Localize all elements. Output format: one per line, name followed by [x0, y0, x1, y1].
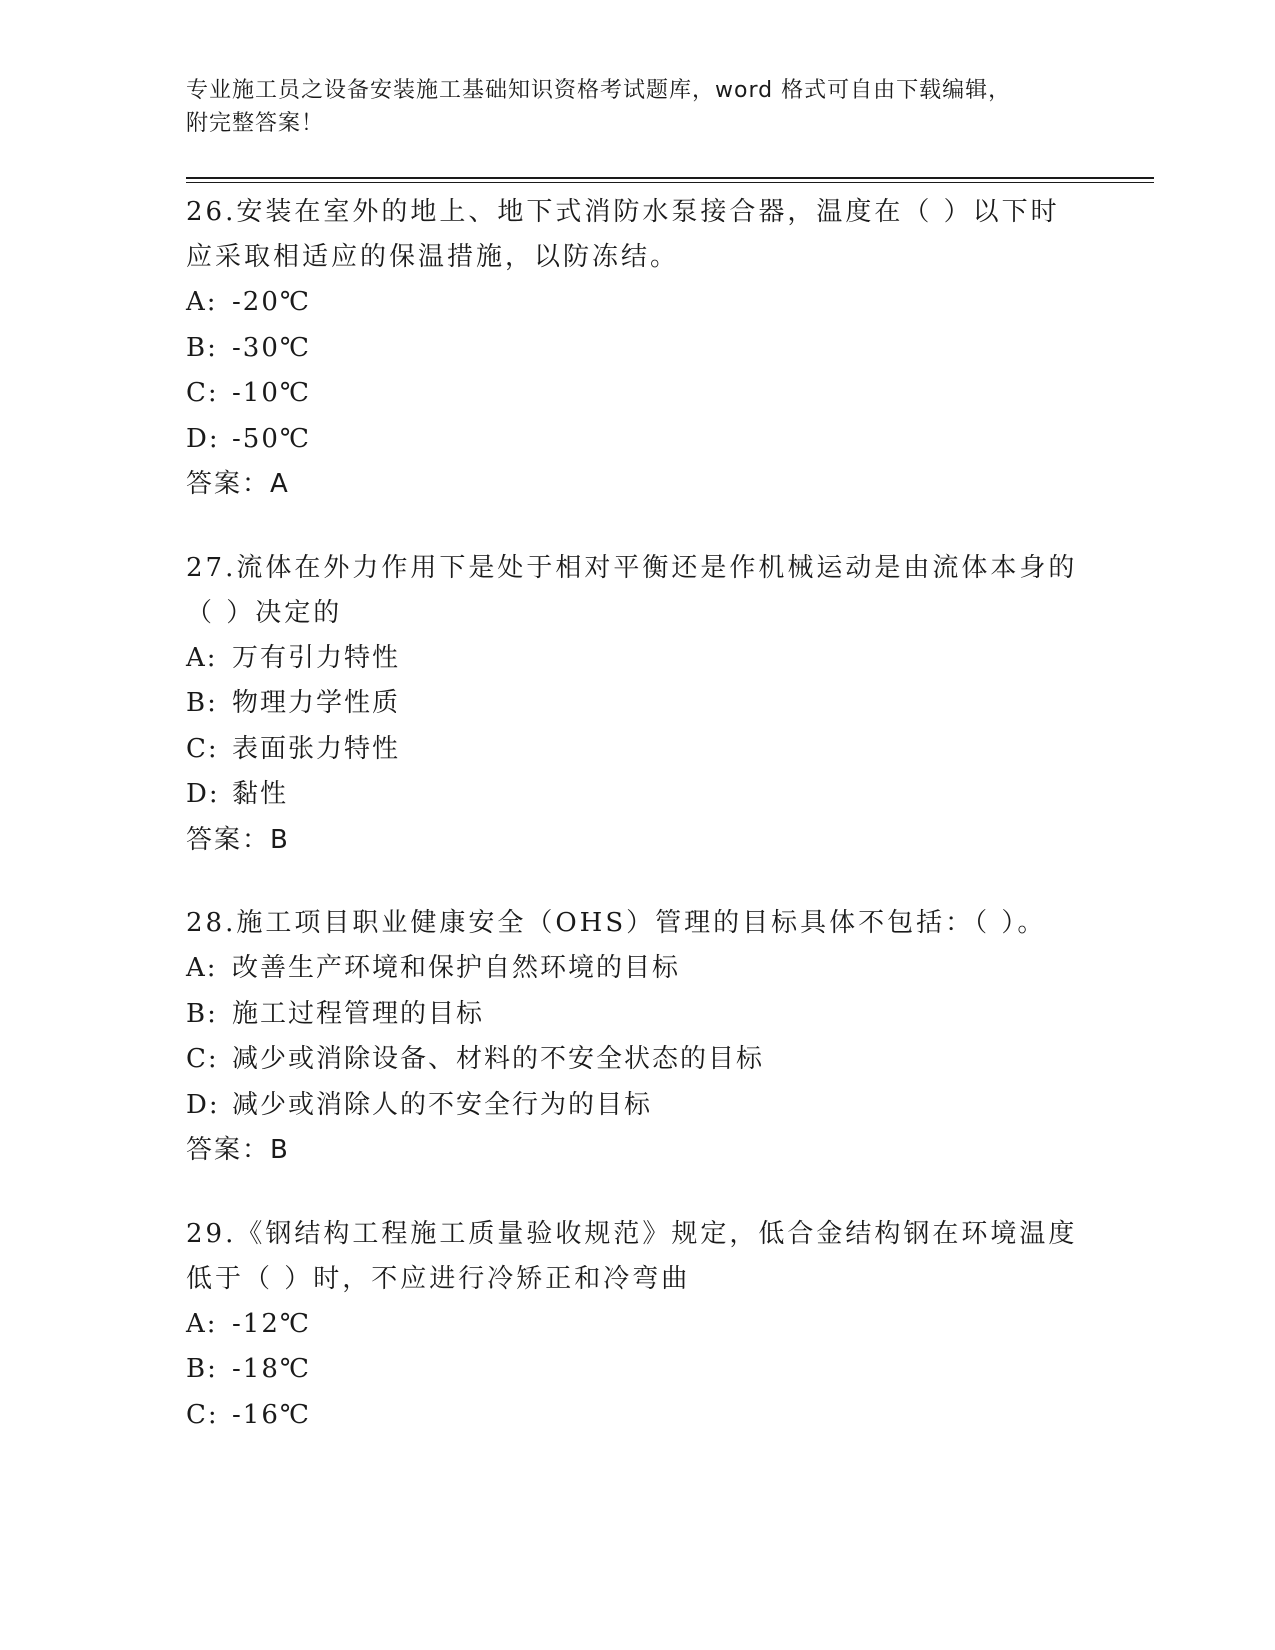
header-line-2: 附完整答案！	[186, 111, 325, 136]
option-c	[186, 1393, 1086, 1439]
option-key: C:	[186, 733, 219, 764]
option-d	[186, 417, 1086, 463]
option-a	[186, 636, 1086, 682]
option-text: 万有引力特性	[232, 642, 401, 673]
option-key: B:	[186, 998, 218, 1029]
answer-line: 答案：A	[186, 469, 290, 499]
option-a	[186, 280, 1086, 326]
option-text: 表面张力特性	[232, 733, 401, 764]
option-key: D:	[186, 423, 220, 454]
option-a	[186, 946, 1086, 992]
option-text: 减少或消除设备、材料的不安全状态的目标	[232, 1044, 765, 1074]
option-text: -20℃	[232, 287, 311, 317]
option-key: D:	[186, 779, 220, 809]
option-key: A:	[186, 642, 218, 673]
option-key: A:	[186, 953, 218, 983]
option-key: A:	[186, 1308, 218, 1339]
option-b	[186, 326, 1086, 372]
question-stem-line-1: 27.流体在外力作用下是处于相对平衡还是作机械运动是由流体本身的	[186, 552, 1078, 583]
option-c	[186, 1037, 1086, 1083]
question-27	[186, 546, 1086, 864]
question-29	[186, 1212, 1086, 1439]
option-text: -30℃	[232, 332, 311, 363]
option-text: 黏性	[232, 779, 289, 809]
question-stem-line-1: 28.施工项目职业健康安全（OHS）管理的目标具体不包括：（ ）。	[186, 908, 1047, 938]
option-d	[186, 1083, 1086, 1129]
option-key: C:	[186, 1399, 219, 1430]
option-b	[186, 681, 1086, 727]
option-text: -50℃	[232, 423, 311, 454]
question-26	[186, 190, 1086, 508]
option-c	[186, 371, 1086, 417]
header-divider-thin	[186, 182, 1154, 183]
answer-line: 答案：B	[186, 824, 290, 855]
option-text: -18℃	[232, 1354, 311, 1384]
option-text: -10℃	[232, 378, 311, 408]
option-key: C:	[186, 378, 219, 408]
option-text: 施工过程管理的目标	[232, 998, 485, 1029]
question-28	[186, 901, 1086, 1174]
question-stem-line-1: 26.安装在室外的地上、地下式消防水泵接合器，温度在（ ）以下时	[186, 197, 1060, 227]
option-c	[186, 727, 1086, 773]
option-text: 物理力学性质	[232, 688, 401, 718]
option-text: 减少或消除人的不安全行为的目标	[232, 1089, 653, 1120]
option-key: A:	[186, 287, 218, 317]
question-list	[186, 190, 1086, 1476]
question-stem-line-2: 低于（ ）时，不应进行冷矫正和冷弯曲	[186, 1263, 691, 1294]
document-header	[186, 74, 1086, 140]
option-text: -12℃	[232, 1308, 311, 1339]
answer-line: 答案：B	[186, 1135, 290, 1165]
option-text: 改善生产环境和保护自然环境的目标	[232, 953, 681, 983]
option-text: -16℃	[232, 1399, 311, 1430]
question-stem-line-2: 应采取相适应的保温措施，以防冻结。	[186, 242, 680, 272]
option-key: B:	[186, 332, 218, 363]
option-key: B:	[186, 1354, 218, 1384]
option-d	[186, 772, 1086, 818]
option-b	[186, 1347, 1086, 1393]
header-line-1: 专业施工员之设备安装施工基础知识资格考试题库，word 格式可自由下载编辑，	[186, 78, 1012, 103]
question-stem-line-1: 29.《钢结构工程施工质量验收规范》规定，低合金结构钢在环境温度	[186, 1218, 1078, 1249]
option-key: B:	[186, 688, 218, 718]
header-divider-thick	[186, 177, 1154, 179]
option-a	[186, 1302, 1086, 1348]
option-b	[186, 992, 1086, 1038]
option-key: C:	[186, 1044, 219, 1074]
question-stem-line-2: （ ）决定的	[186, 597, 343, 628]
option-key: D:	[186, 1089, 220, 1120]
